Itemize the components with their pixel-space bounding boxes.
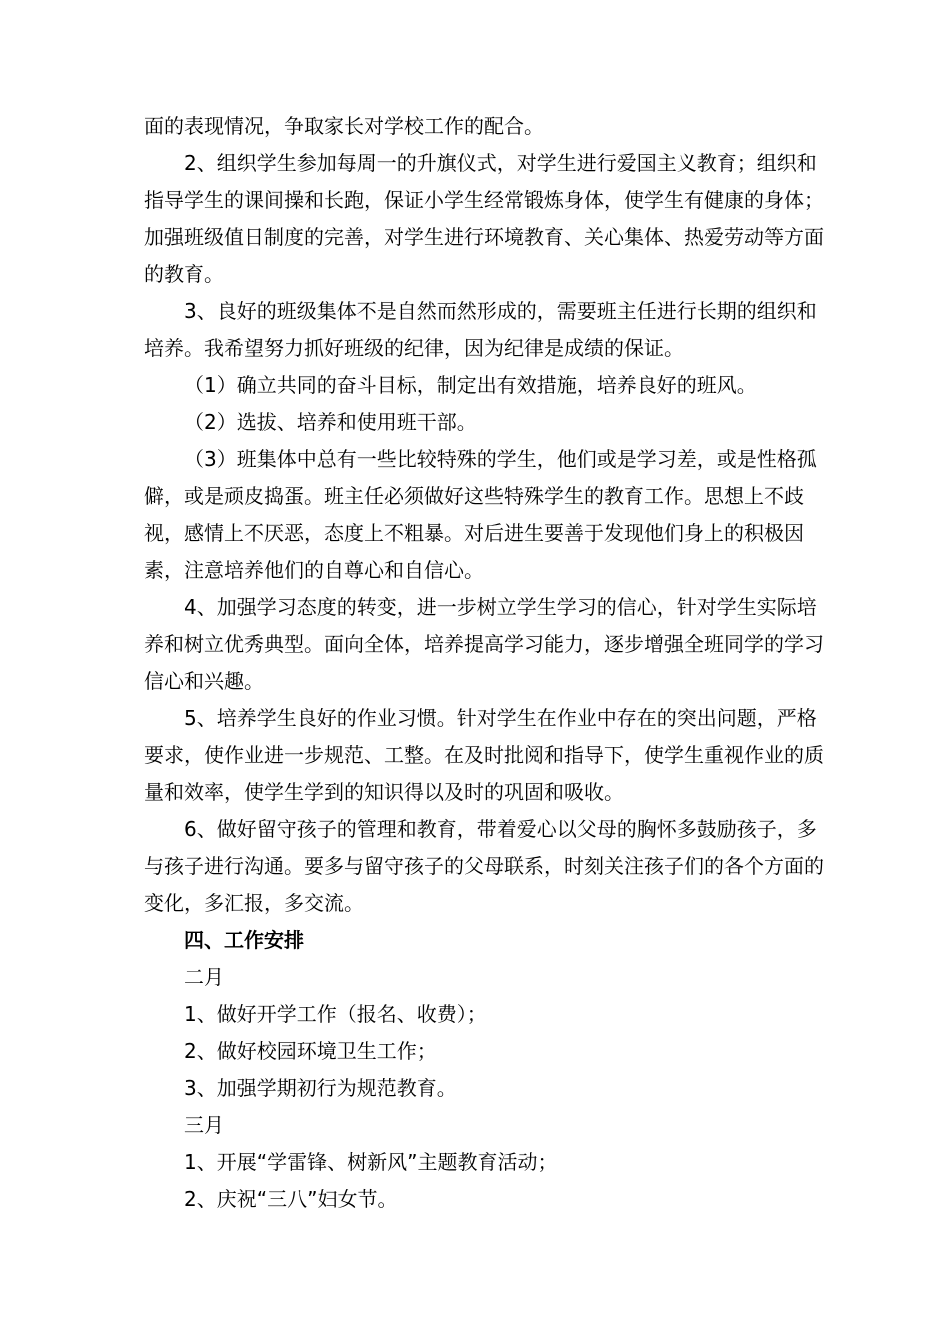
schedule-item-feb-1: 1、做好开学工作（报名、收费）；	[184, 1002, 487, 1026]
month-label-mar: 三月	[184, 1113, 224, 1137]
schedule-item-feb-3: 3、加强学期初行为规范教育。	[184, 1076, 457, 1100]
paragraph-sub-2: （2）选拔、培养和使用班干部。	[184, 410, 477, 434]
paragraph-item-4: 4、加强学习态度的转变，进一步树立学生学习的信心，针对学生实际培养和树立优秀典型。面向全体，培养提高学习能力，逐步增强全班同学的学习信心和兴趣。	[144, 595, 824, 693]
paragraph-item-5: 5、培养学生良好的作业习惯。针对学生在作业中存在的突出问题，严格要求，使作业进一步规范、工整。在及时批阅和指导下，使学生重视作业的质量和效率，使学生学到的知识得以及时的巩固和吸收。	[144, 706, 824, 804]
paragraph-sub-3: （3）班集体中总有一些比较特殊的学生，他们或是学习差，或是性格孤僻，或是顽皮捣蛋。班主任必须做好这些特殊学生的教育工作。思想上不歧视，感情上不厌恶，态度上不粗暴。对后进生要善于发现他们身上的积极因素，注意培养他们的自尊心和自信心。	[144, 447, 817, 582]
document-body	[144, 108, 824, 1218]
schedule-item-mar-2: 2、庆祝“三八”妇女节。	[184, 1187, 398, 1211]
paragraph-item-2: 2、组织学生参加每周一的升旗仪式，对学生进行爱国主义教育；组织和指导学生的课间操和长跑，保证小学生经常锻炼身体，使学生有健康的身体；加强班级值日制度的完善，对学生进行环境教育、关心集体、热爱劳动等方面的教育。	[144, 151, 824, 286]
month-label-feb: 二月	[184, 965, 224, 989]
paragraph-item-6: 6、做好留守孩子的管理和教育，带着爱心以父母的胸怀多鼓励孩子，多与孩子进行沟通。要多与留守孩子的父母联系，时刻关注孩子们的各个方面的变化，多汇报，多交流。	[144, 817, 824, 915]
schedule-item-feb-2: 2、做好校园环境卫生工作；	[184, 1039, 437, 1063]
paragraph-sub-1: （1）确立共同的奋斗目标，制定出有效措施，培养良好的班风。	[184, 373, 757, 397]
schedule-item-mar-1: 1、开展“学雷锋、树新风”主题教育活动；	[184, 1150, 558, 1174]
paragraph-continuation: 面的表现情况，争取家长对学校工作的配合。	[144, 114, 544, 138]
section-heading: 四、工作安排	[184, 928, 304, 952]
paragraph-item-3: 3、良好的班级集体不是自然而然形成的，需要班主任进行长期的组织和培养。我希望努力抓好班级的纪律，因为纪律是成绩的保证。	[144, 299, 817, 360]
